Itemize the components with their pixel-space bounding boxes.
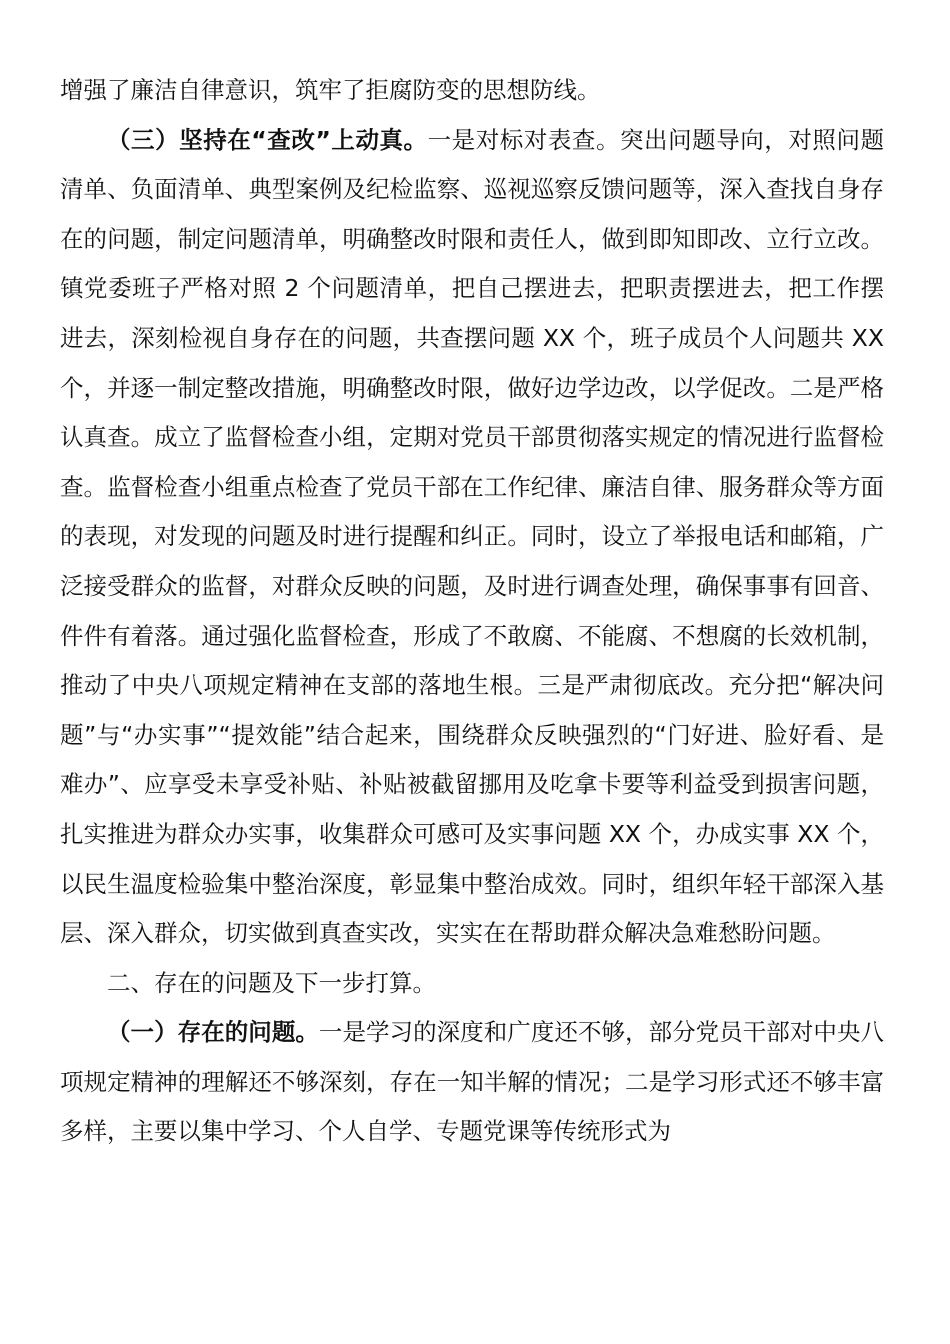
section-heading: （一）存在的问题。 [107,1018,319,1047]
paragraph-continuation [60,66,884,116]
paragraph-section-3 [60,116,884,959]
paragraph-text: 增强了廉洁自律意识，筑牢了拒腐防变的思想防线。 [60,76,601,104]
paragraph-text: 一是学习的深度和广度还不够，部分党员干部对中央八项规定精神的理解还不够深刻，存在一知半解的情况；二是学习形式还不够丰富多样，主要以集中学习、个人自学、专题党课等传统形式为 [60,1018,884,1146]
paragraph-part-2-title [60,959,884,1009]
part-heading: 二、存在的问题及下一步打算。 [107,968,436,997]
paragraph-problems [60,1008,884,1157]
paragraph-text: 一是对标对表查。突出问题导向，对照问题清单、负面清单、典型案例及纪检监察、巡视巡察反馈问题等，深入查找自身存在的问题，制定问题清单，明确整改时限和责任人，做到即知即改、立行立改。镇党委班子严格对照 2 个问题清单，把自己摆进去，把职责摆进去，把工作摆进去，深刻检视自身存在的问题，共查摆问题 XX 个，班子成员个人问题共 XX 个，并逐一制定整改措施，明确整改时限，做好边学边改，以学促改。二是严格认真查。成立了监督检查小组，定期对党员干部贯彻落实规定的情况进行监督检查。监督检查小组重点检查了党员干部在工作纪律、廉洁自律、服务群众等方面的表现，对发现的问题及时进行提醒和纠正。同时，设立了举报电话和邮箱，广泛接受群众的监督，对群众反映的问题，及时进行调查处理，确保事事有回音、件件有着落。通过强化监督检查，形成了不敢腐、不能腐、不想腐的长效机制，推动了中央八项规定精神在支部的落地生根。三是严肃彻底改。充分把“解决问题”与“办实事”“提效能”结合起来，围绕群众反映强烈的“门好进、脸好看、是难办”、应享受未享受补贴、补贴被截留挪用及吃拿卡要等利益受到损害问题，扎实推进为群众办实事，收集群众可感可及实事问题 XX 个，办成实事 XX 个，以民生温度检验集中整治深度，彰显集中整治成效。同时，组织年轻干部深入基层、深入群众，切实做到真查实改，实实在在帮助群众解决急难愁盼问题。 [60,125,884,948]
section-heading: （三）坚持在“查改”上动真。 [107,125,428,154]
